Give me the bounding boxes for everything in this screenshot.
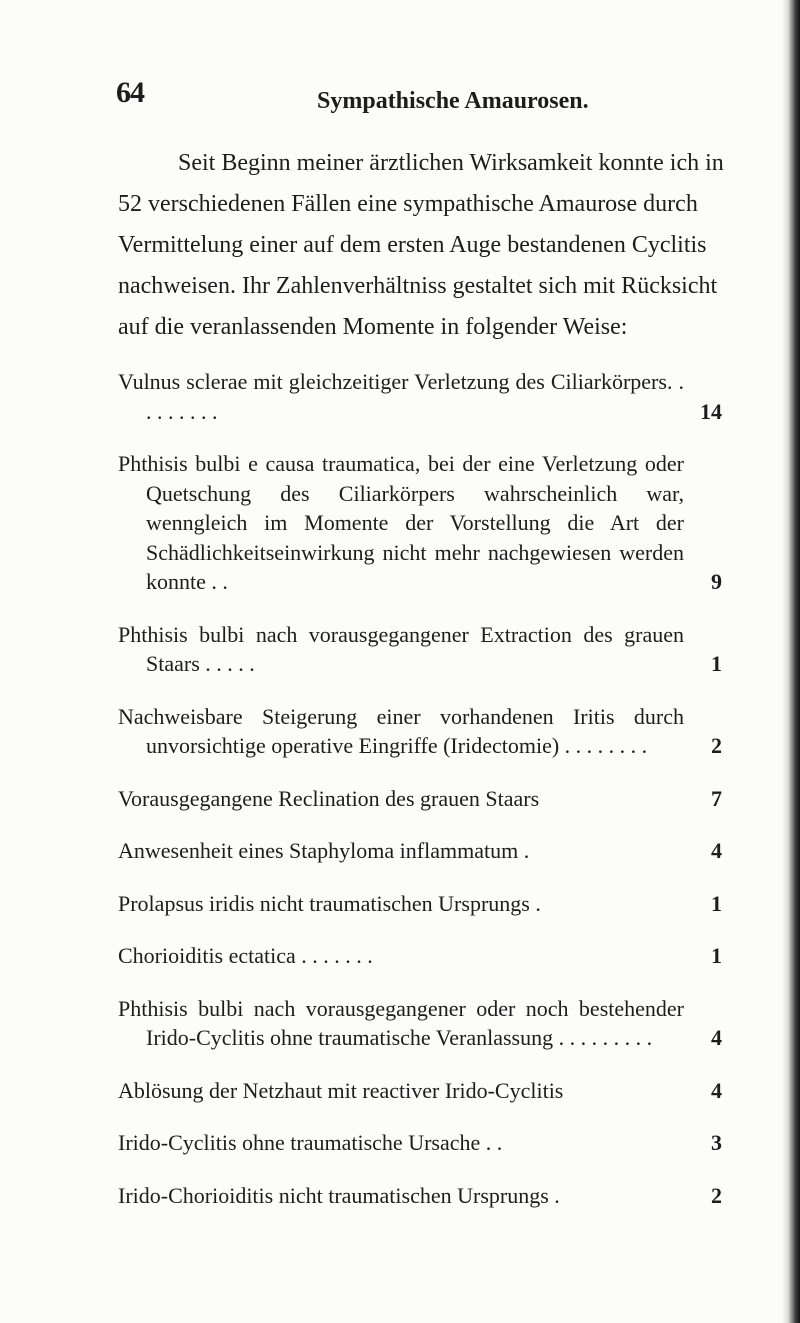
entry-count: 4 <box>711 1025 722 1050</box>
entry-text: Irido-Chorioiditis nicht traumatischen Ursprungs . <box>118 1182 560 1208</box>
list-item <box>118 889 728 919</box>
entry-text: Ablösung der Netzhaut mit reactiver Irido-Cyclitis <box>118 1077 564 1103</box>
entry-text: Anwesenheit eines Staphyloma inflammatum . <box>118 838 530 863</box>
entry-count: 1 <box>711 890 722 916</box>
list-item <box>118 1181 728 1211</box>
entry-text: Irido-Cyclitis ohne traumatische Ursache . . <box>118 1130 503 1155</box>
entry-count: 3 <box>711 1130 722 1155</box>
list-item <box>118 620 728 679</box>
entry-count: 7 <box>711 785 722 811</box>
entry-count: 2 <box>711 733 722 758</box>
entry-text: Chorioiditis ectatica . . . . . . . <box>118 943 373 968</box>
page-edge-shadow <box>782 0 800 1323</box>
list-item <box>118 367 728 426</box>
entry-count: 4 <box>711 1077 722 1103</box>
entry-count: 9 <box>711 569 722 594</box>
list-item <box>118 836 728 866</box>
entry-text: Phthisis bulbi e causa traumatica, bei der eine Verletzung oder Quetschung des Ciliarkörpers wahrscheinlich war, wenngleich im Momente der Vorstellung die Art der Schädlichkeitseinwirkung nicht mehr nachgewiesen werden konnte . . <box>118 451 684 594</box>
entry-text: Phthisis bulbi nach vorausgegangener oder noch bestehender Irido-Cyclitis ohne traumatische Veranlassung . . . . . . . . . <box>118 995 684 1050</box>
intro-paragraph-block <box>118 143 728 348</box>
entry-count: 2 <box>711 1182 722 1208</box>
entry-text: Vulnus sclerae mit gleichzeitiger Verletzung des Ciliarkörpers. . . . . . . . . <box>118 369 684 424</box>
list-item <box>118 1076 728 1106</box>
entry-count: 14 <box>700 398 722 424</box>
entry-text: Prolapsus iridis nicht traumatischen Ursprungs . <box>118 890 541 916</box>
page-number: 64 <box>116 76 144 109</box>
entry-count: 4 <box>711 838 722 863</box>
entry-count: 1 <box>711 943 722 968</box>
list-item <box>118 784 728 814</box>
list-item <box>118 702 728 761</box>
entry-text: Vorausgegangene Reclination des grauen Staars <box>118 785 540 811</box>
list-item <box>118 1128 728 1158</box>
running-head: Sympathische Amaurosen. <box>317 88 589 114</box>
list-item <box>118 994 728 1053</box>
list-item <box>118 941 728 971</box>
list-item <box>118 449 728 597</box>
case-count-list <box>118 367 728 1233</box>
intro-paragraph: Seit Beginn meiner ärztlichen Wirksamkeit konnte ich in 52 verschiedenen Fällen eine sympathische Amaurose durch Vermittelung einer auf dem ersten Auge bestandenen Cyclitis nachweisen. Ihr Zahlenverhältniss gestaltet sich mit Rücksicht auf die veranlassenden Momente in folgender Weise: <box>118 150 724 340</box>
entry-count: 1 <box>711 651 722 676</box>
entry-text: Phthisis bulbi nach vorausgegangener Extraction des grauen Staars . . . . . <box>118 621 684 676</box>
entry-text: Nachweisbare Steigerung einer vorhandenen Iritis durch unvorsichtige operative Eingriffe (Iridectomie) . . . . . . . . <box>118 703 684 758</box>
